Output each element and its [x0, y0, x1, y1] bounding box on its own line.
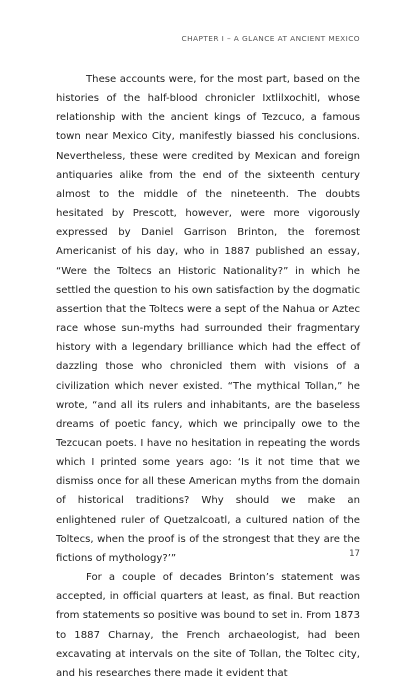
paragraph-1: These accounts were, for the most part, based on the histories of the half-blood chronicler Ixtlilxochitl, whose relationship with the ancient kings of Tezcuco, a famous town near Mexico City, manifestly biassed his conclusions. Nevertheless, these were credited by Mexican and foreign antiquaries alike from the end of the sixteenth century almost to the middle of the nineteenth. The doubts hesitated by Prescott, however, were more vigorously expressed by Daniel Garrison Brinton, the foremost Americanist of his day, who in 1887 published an essay, “Were the Toltecs an Historic Nationality?” in which he settled the question to his own satisfaction by the dogmatic assertion that the Toltecs were a sept of the Nahua or Aztec race whose sun-myths had surrounded their fragmentary history with a legendary brilliance which had the effect of dazzling those who chronicled them with visions of a civilization which never existed. “The mythical Tollan,” he wrote, “and all its rulers and inhabitants, are the baseless dreams of poetic fancy, which we principally owe to the Tezcucan poets. I have no hesitation in repeating the words which I printed some years ago: ‘Is it not time that we dismiss once for all these American myths from the domain of historical traditions? Why should we make an enlightened ruler of Quetzalcoatl, a cultured nation of the Toltecs, when the proof is of the strongest that they are the fictions of mythology?’” — [56, 74, 360, 564]
paragraph-2: For a couple of decades Brinton’s statement was accepted, in official quarters at least, as final. But reaction from statements so positive was bound to set in. From 1873 to 1887 Charnay, the French archaeologist, had been excavating at intervals on the site of Tollan, the Toltec city, and his researches there made it evident that — [56, 572, 360, 679]
body-text — [56, 70, 360, 683]
running-head: CHAPTER I – A GLANCE AT ANCIENT MEXICO — [181, 34, 360, 43]
page-number: 17 — [349, 549, 360, 559]
